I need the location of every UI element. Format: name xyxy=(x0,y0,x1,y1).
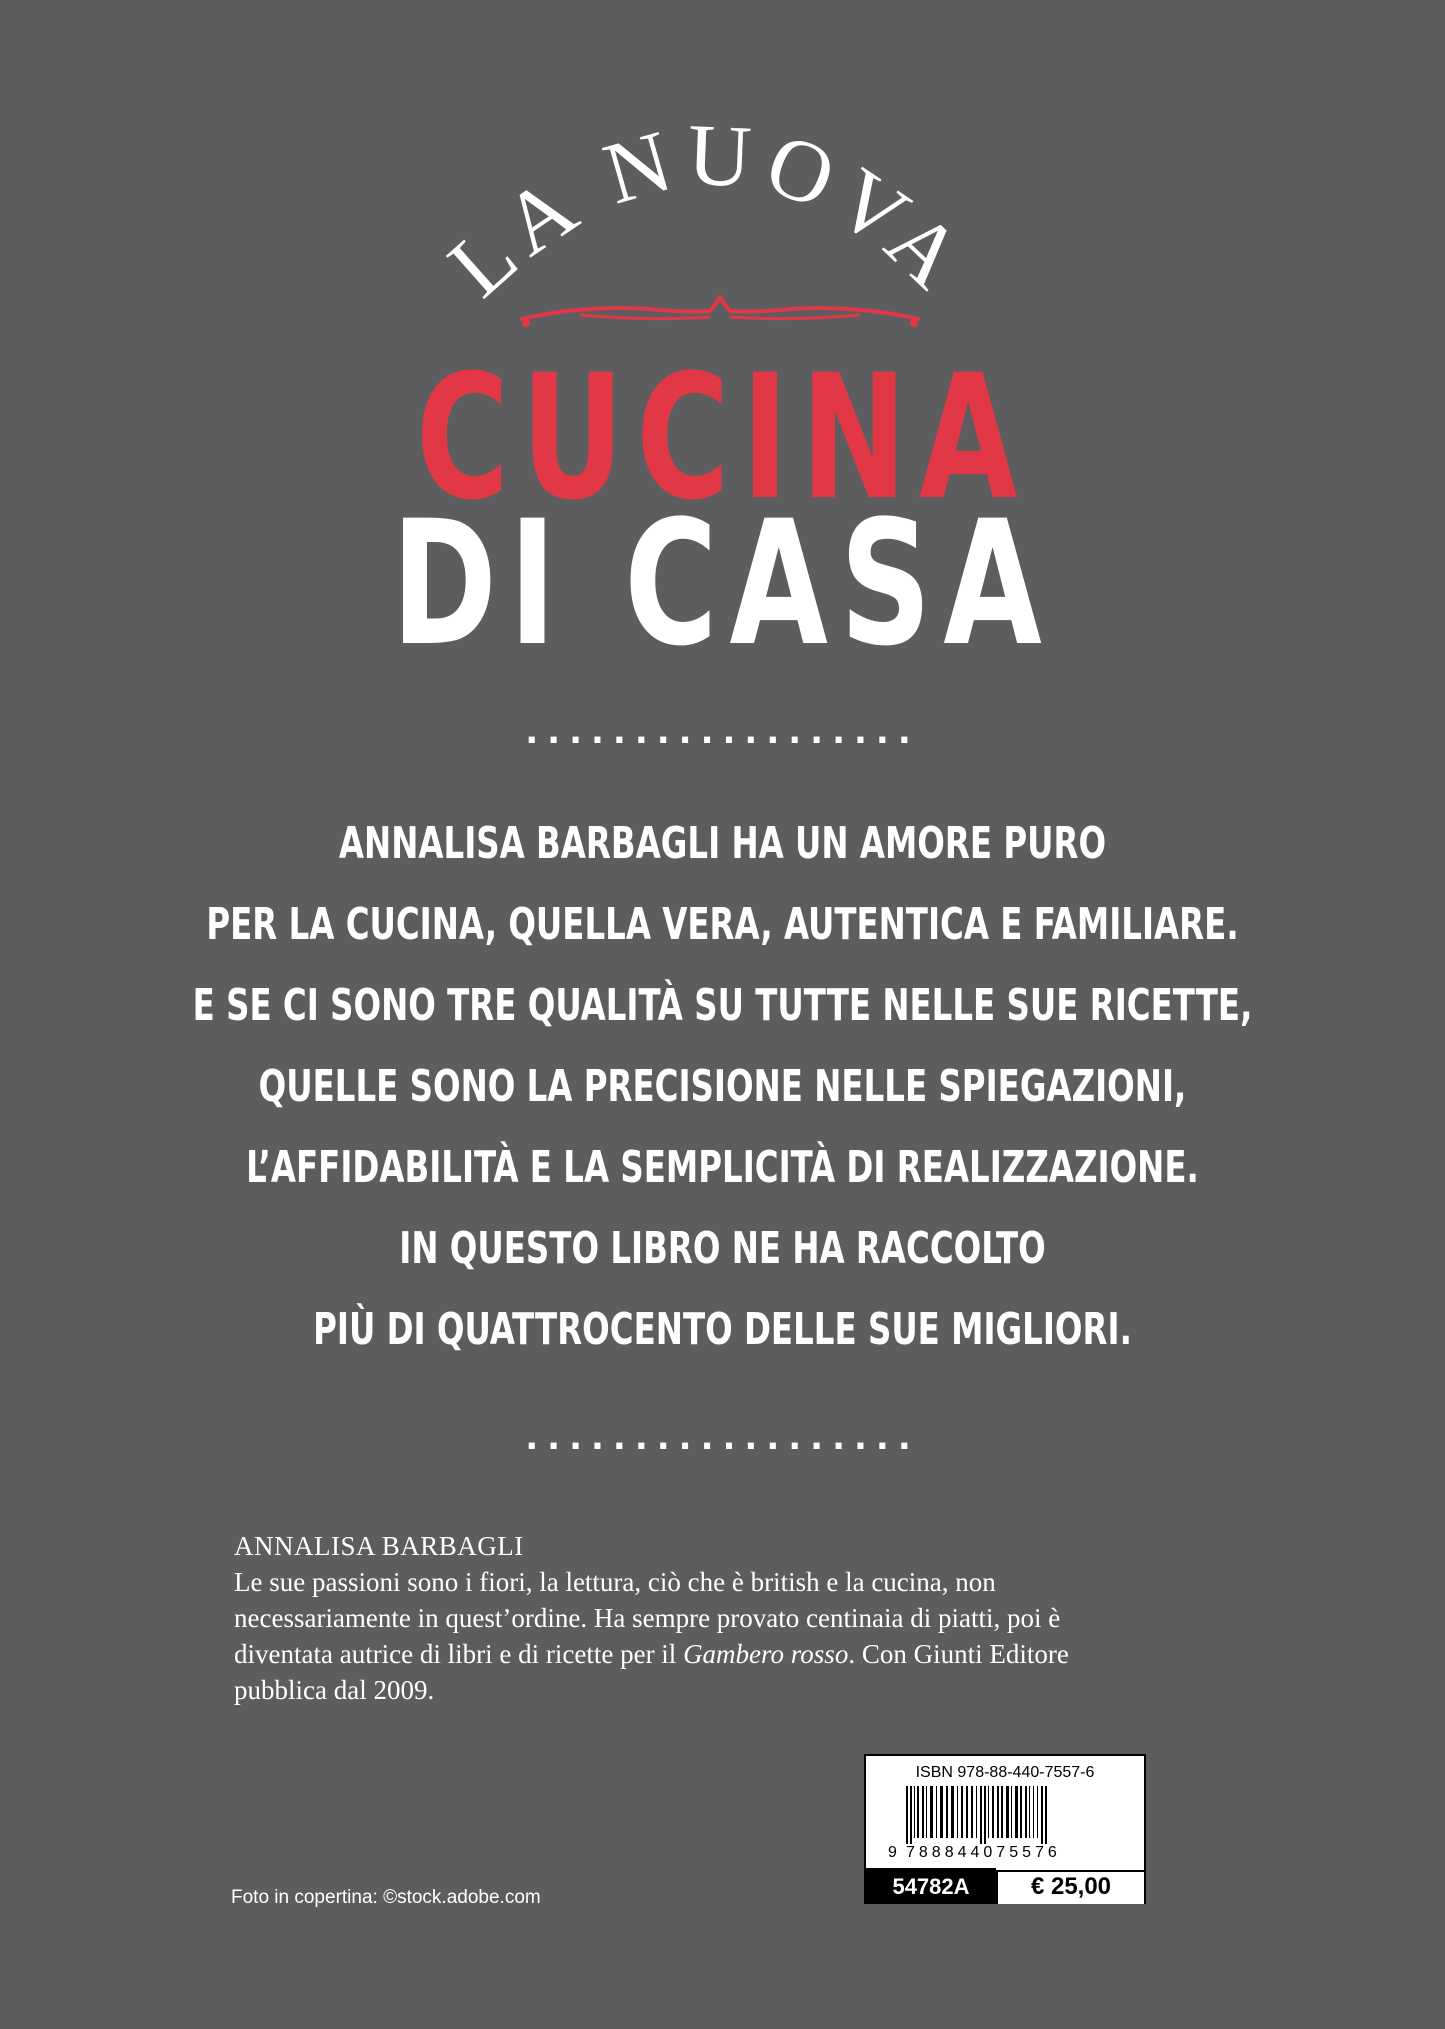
barcode-bar xyxy=(1029,1786,1030,1838)
barcode-bar xyxy=(1006,1786,1009,1838)
barcode-bar xyxy=(988,1786,989,1838)
barcode-bar xyxy=(1045,1786,1047,1844)
blurb-line: PIÙ DI QUATTROCENTO DELLE SUE MIGLIORI. xyxy=(313,1304,1132,1355)
barcode-bar xyxy=(980,1786,982,1844)
barcode-bar xyxy=(946,1786,948,1838)
ean-digits: 788844075576 xyxy=(906,1844,1061,1861)
blurb-line: PER LA CUCINA, QUELLA VERA, AUTENTICA E FAMILIARE. xyxy=(206,899,1239,950)
blurb-line: IN QUESTO LIBRO NE HA RACCOLTO xyxy=(399,1223,1046,1274)
barcode-bar xyxy=(966,1786,968,1838)
dotted-separator-top: .................. xyxy=(525,712,920,752)
barcode-bar xyxy=(906,1786,908,1844)
bio-italic-title: Gambero rosso xyxy=(683,1639,849,1669)
photo-credit: Foto in copertina: ©stock.adobe.com xyxy=(231,1887,541,1908)
isbn-label: ISBN 978-88-440-7557-6 xyxy=(915,1764,1095,1781)
bio-text: Le sue passioni sono i fiori, la lettura, ciò che è british e la cucina, non necessariamente in quest’ordine. Ha sempre provato centinaia di piatti, poi è diventata autrice di libri e di ricette per il xyxy=(234,1567,1061,1669)
barcode-bar xyxy=(936,1786,937,1838)
barcode-panel xyxy=(864,1754,1146,1904)
barcode-bar xyxy=(1033,1786,1034,1838)
barcode-bar xyxy=(1037,1786,1038,1838)
price: € 25,00 xyxy=(996,1870,1144,1904)
blurb-line: QUELLE SONO LA PRECISIONE NELLE SPIEGAZIONI, xyxy=(258,1061,1187,1112)
barcode-bar xyxy=(910,1786,912,1844)
barcode-bar xyxy=(1001,1786,1003,1838)
barcode-bar xyxy=(1020,1786,1022,1838)
barcode-bar xyxy=(957,1786,958,1838)
ean-lead-digit: 9 xyxy=(888,1844,897,1861)
author-bio xyxy=(234,1528,1164,1708)
blurb-line: L’AFFIDABILITÀ E LA SEMPLICITÀ DI REALIZZAZIONE. xyxy=(246,1142,1199,1193)
barcode-bar xyxy=(1041,1786,1043,1844)
barcode-bar xyxy=(992,1786,994,1838)
barcode-bar xyxy=(1015,1786,1018,1838)
bio-text-end: . Con Giunti Editore pubblica dal 2009. xyxy=(234,1639,1069,1705)
barcode-bars xyxy=(906,1786,1106,1844)
barcode-bar xyxy=(1025,1786,1027,1838)
barcode-bar xyxy=(914,1786,915,1838)
blurb-line: E SE CI SONO TRE QUALITÀ SU TUTTE NELLE SUE RICETTE, xyxy=(192,980,1253,1031)
barcode-bar xyxy=(917,1786,919,1838)
barcode-bar xyxy=(930,1786,933,1838)
dotted-separator-bottom: .................. xyxy=(525,1418,920,1458)
barcode-bar xyxy=(976,1786,977,1838)
barcode-bar xyxy=(951,1786,954,1838)
barcode-bar xyxy=(1011,1786,1012,1838)
barcode-bar xyxy=(997,1786,999,1838)
barcode-bar xyxy=(971,1786,973,1838)
barcode-bar xyxy=(984,1786,986,1844)
author-name: ANNALISA BARBAGLI xyxy=(234,1531,524,1561)
title-main: CUCINA xyxy=(415,337,1030,538)
barcode-bar xyxy=(940,1786,943,1838)
product-code: 54782A xyxy=(866,1870,996,1904)
barcode-bar xyxy=(961,1786,963,1838)
blurb xyxy=(0,803,1445,1370)
title-sub: DI CASA xyxy=(391,483,1054,684)
title-top: LA NUOVA xyxy=(431,106,988,316)
barcode-bar xyxy=(922,1786,924,1838)
barcode-bar xyxy=(926,1786,927,1838)
blurb-line: ANNALISA BARBAGLI HA UN AMORE PURO xyxy=(338,818,1107,869)
